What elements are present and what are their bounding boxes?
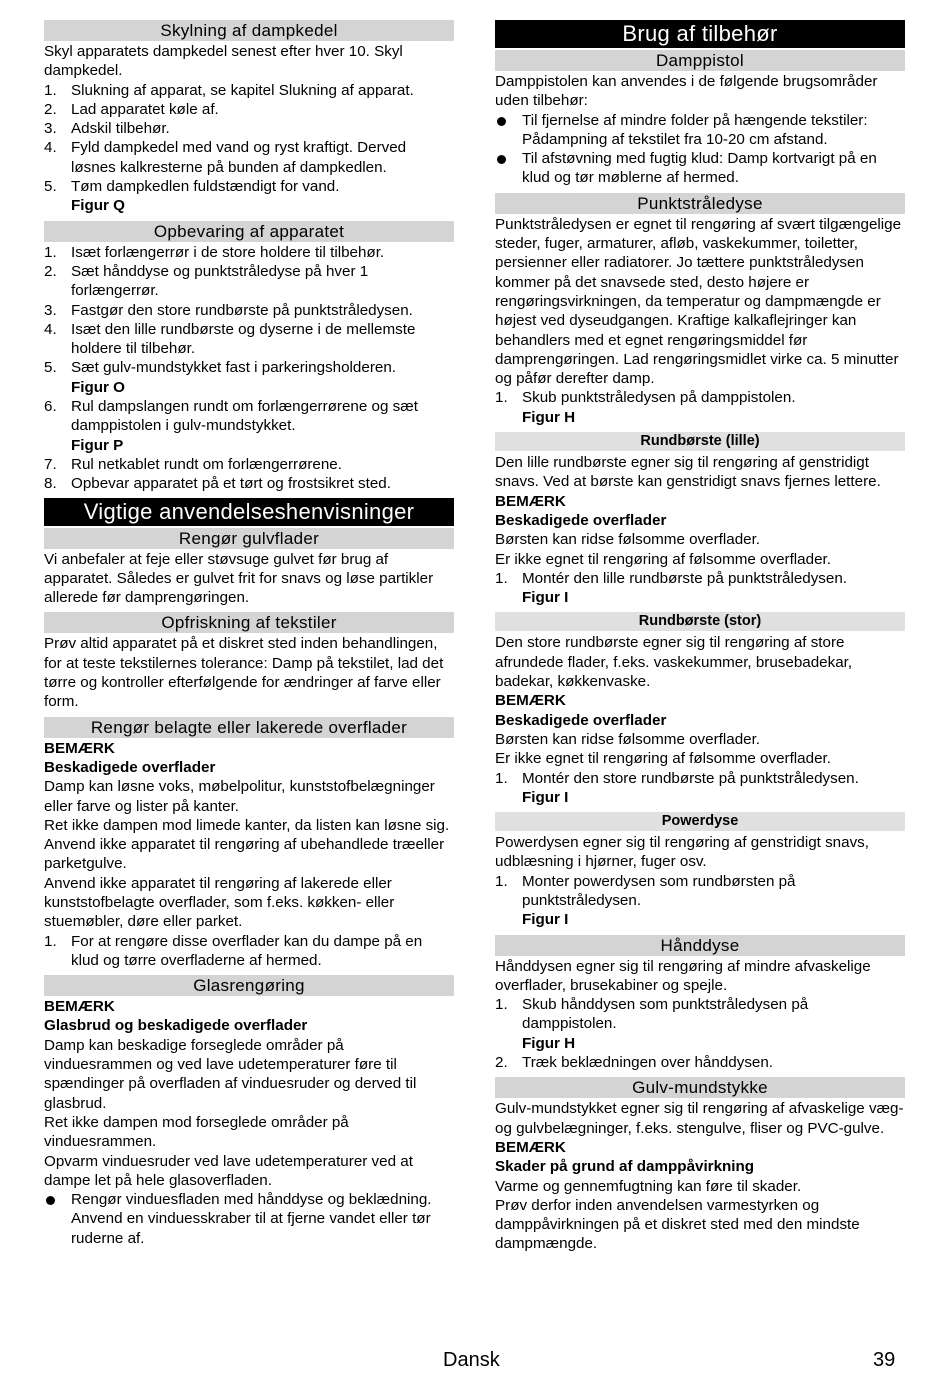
paragraph: Børsten kan ridse følsomme overflader. xyxy=(495,730,761,748)
paragraph: Varme og gennemfugtning kan føre til skader. xyxy=(495,1177,802,1195)
note-title: Beskadigede overflader xyxy=(495,711,667,729)
paragraph: Børsten kan ridse følsomme overflader. xyxy=(495,531,761,549)
bullet-icon xyxy=(497,117,506,126)
page-number: 39 xyxy=(873,1349,896,1371)
note-title: Beskadigede overflader xyxy=(495,511,667,529)
note-title: Beskadigede overflader xyxy=(44,758,216,776)
section-heading-tekstiler: Opfriskning af tekstiler xyxy=(44,612,454,633)
paragraph: Anvend ikke apparatet til rengøring af lakerede eller kunststofbelagte overflader, som f.eks. køkken- eller stuemøbler, døre eller parket. xyxy=(44,874,395,931)
paragraph: Den store rundbørste egner sig til rengøring af store afrundede flader, f.eks. vaskekummer, brusebadekar, badekar, køkkenvaske. xyxy=(495,634,853,691)
note-label: BEMÆRK xyxy=(44,739,115,757)
list-item: 2. Sæt hånddyse og punktstråledyse på hver 1 forlængerrør. xyxy=(44,262,369,300)
list-item: 2. Træk beklædningen over hånddysen. xyxy=(495,1054,774,1072)
paragraph: Ret ikke dampen mod limede kanter, da listen kan løsne sig. xyxy=(44,816,450,834)
right-column xyxy=(495,20,905,1254)
list-item: 8. Opbevar apparatet på et tørt og frostsikret sted. xyxy=(44,475,391,493)
bullet-item: Rengør vinduesfladen med hånddyse og beklædning. Anvend en vinduesskraber til at fjerne vandet eller tør ruderne af. xyxy=(44,1190,454,1248)
list-item: 1. Skub punktstråledysen på damppistolen. xyxy=(495,389,796,407)
section-heading-skylning: Skylning af dampkedel xyxy=(44,20,454,41)
figure-reference: Figur I xyxy=(522,589,569,607)
left-column xyxy=(44,20,454,1248)
subsection-heading-rundborste-stor: Rundbørste (stor) xyxy=(495,612,905,631)
list-item: 1. Isæt forlængerrør i de store holdere til tilbehør. xyxy=(44,243,385,261)
figure-reference: Figur O xyxy=(71,378,125,396)
paragraph: Damp kan beskadige forseglede områder på vinduesrammen og ved lave udetemperaturer føre til spændinger på overfladen af vinduesruder og derved til glasbrud. xyxy=(44,1036,417,1112)
subsection-heading-rundborste-lille: Rundbørste (lille) xyxy=(495,432,905,451)
note-label: BEMÆRK xyxy=(495,1138,566,1156)
section-heading-glasrengoring: Glasrengøring xyxy=(44,975,454,996)
note-title: Glasbrud og beskadigede overflader xyxy=(44,1017,308,1035)
section-heading-punktstraaledyse: Punktstråledyse xyxy=(495,193,905,214)
list-item: 1. For at rengøre disse overflader kan du dampe på en klud og tørre overfladerne af hermed. xyxy=(44,932,423,969)
paragraph: Vi anbefaler at feje eller støvsuge gulvet før brug af apparatet. Således er gulvet frit for snavs og løse partikler allerede før damprengøringen. xyxy=(44,550,434,607)
chapter-heading-brug: Brug af tilbehør xyxy=(495,20,905,48)
bullet-icon xyxy=(46,1196,55,1205)
list-item: 1. Monter powerdysen som rundbørsten på punktstråledysen. xyxy=(495,872,796,909)
paragraph: Punktstråledysen er egnet til rengøring af svært tilgængelige steder, fuger, armaturer, afløb, vaskekummer, toiletter, persienner eller radiatorer. Jo tættere punktstråledysen kommer på det snavsede sted, desto højere er rengøringsvirkningen, da temperatur og dampmængde er højest ved dyseudgangen. Kraftige kalkaflejringer kan behandlers med et egnet rengøringsmiddel før damprengøringen. Lad rengøringsmidlet virke ca. 5 minutter og påfør derefter damp. xyxy=(495,215,902,388)
note-title: Skader på grund af damppåvirkning xyxy=(495,1158,755,1176)
figure-reference: Figur P xyxy=(71,436,124,454)
chapter-heading-vigtige: Vigtige anvendelseshenvisninger xyxy=(44,498,454,526)
paragraph: Hånddysen egner sig til rengøring af mindre afvaskelige overflader, brusekabiner og spejle. xyxy=(495,957,871,994)
paragraph: Ret ikke dampen mod forseglede områder på vinduesrammen. xyxy=(44,1113,349,1151)
list-item: 1. Skub hånddysen som punktstråledysen på damppistolen. xyxy=(495,996,809,1033)
figure-reference: Figur H xyxy=(522,1034,576,1052)
paragraph: Er ikke egnet til rengøring af følsomme overflader. xyxy=(495,550,831,568)
section-heading-gulv-mundstykke: Gulv-mundstykke xyxy=(495,1077,905,1098)
figure-reference: Figur I xyxy=(522,788,569,806)
paragraph: Opvarm vinduesruder ved lave udetemperaturer ved at dampe let på hele glasoverfladen. xyxy=(44,1152,413,1189)
paragraph: Damppistolen kan anvendes i de følgende brugsområder uden tilbehør: xyxy=(495,73,878,110)
bullet-item: Til afstøvning med fugtig klud: Damp kortvarigt på en klud og tør møblerne af hermed. xyxy=(495,149,905,188)
figure-reference: Figur Q xyxy=(71,197,125,215)
section-heading-handdyse: Hånddyse xyxy=(495,935,905,956)
list-item: 2. Lad apparatet køle af. xyxy=(44,100,219,118)
note-label: BEMÆRK xyxy=(495,492,566,510)
paragraph: Gulv-mundstykket egner sig til rengøring af afvaskelige væg- og gulvbelægninger, f.eks. stengulve, fliser og PVC-gulve. xyxy=(495,1100,904,1137)
figure-reference: Figur H xyxy=(522,408,576,426)
list-item: 5. Sæt gulv-mundstykket fast i parkeringsholderen. xyxy=(44,359,396,377)
note-label: BEMÆRK xyxy=(495,692,566,710)
section-heading-gulvflader: Rengør gulvflader xyxy=(44,528,454,549)
bullet-item: Til fjernelse af mindre folder på hængende tekstiler: Pådampning af tekstilet fra 10-20 cm afstand. xyxy=(495,111,905,150)
section-heading-belagte: Rengør belagte eller lakerede overflader xyxy=(44,717,454,738)
bullet-icon xyxy=(497,155,506,164)
list-item: 6. Rul dampslangen rundt om forlængerrørene og sæt damppistolen i gulv-mundstykket. xyxy=(44,398,418,435)
paragraph: Damp kan løsne voks, møbelpolitur, kunststofbelægninger eller farve og lister på kanter. xyxy=(44,778,435,815)
list-item: 3. Adskil tilbehør. xyxy=(44,120,170,138)
paragraph: Den lille rundbørste egner sig til rengøring af genstridigt snavs. Ved at børste kan genstridigt snavs fjernes lettere. xyxy=(495,454,881,491)
list-item: 5. Tøm dampkedlen fuldstændigt for vand. xyxy=(44,178,340,196)
list-item: 4. Isæt den lille rundbørste og dyserne i de mellemste holdere til tilbehør. xyxy=(44,320,416,358)
list-item: 4. Fyld dampkedel med vand og ryst kraftigt. Derved løsnes kalkresterne på bunden af dampkedlen. xyxy=(44,139,407,176)
paragraph: Powerdysen egner sig til rengøring af genstridigt snavs, udblæsning i hjørner, fuger osv. xyxy=(495,834,869,871)
section-heading-damppistol: Damppistol xyxy=(495,50,905,71)
section-heading-opbevaring: Opbevaring af apparatet xyxy=(44,221,454,242)
paragraph: Er ikke egnet til rengøring af følsomme overflader. xyxy=(495,750,831,768)
paragraph: Prøv altid apparatet på et diskret sted inden behandlingen, for at teste tekstilernes tolerance: Damp på tekstilet, lad det tørre og kontroller efterfølgende for ændringer af farve eller form. xyxy=(44,635,444,711)
paragraph: Skyl apparatets dampkedel senest efter hver 10. Skyl dampkedel. xyxy=(44,43,403,80)
list-item: 1. Montér den store rundbørste på punktstråledysen. xyxy=(495,769,859,787)
subsection-heading-powerdyse: Powerdyse xyxy=(495,812,905,831)
footer-language: Dansk xyxy=(443,1349,500,1371)
figure-reference: Figur I xyxy=(522,911,569,929)
list-item: 1. Montér den lille rundbørste på punktstråledysen. xyxy=(495,569,848,587)
paragraph: Anvend ikke apparatet til rengøring af ubehandlede træeller parketgulve. xyxy=(44,836,445,873)
paragraph: Prøv derfor inden anvendelsen varmestyrken og damppåvirkningen på et diskret sted med den mindste dampmængde. xyxy=(495,1196,860,1253)
note-label: BEMÆRK xyxy=(44,998,115,1016)
list-item: 3. Fastgør den store rundbørste på punktstråledysen. xyxy=(44,301,413,319)
list-item: 7. Rul netkablet rundt om forlængerrørene. xyxy=(44,455,342,473)
list-item: 1. Slukning af apparat, se kapitel Slukning af apparat. xyxy=(44,81,414,99)
